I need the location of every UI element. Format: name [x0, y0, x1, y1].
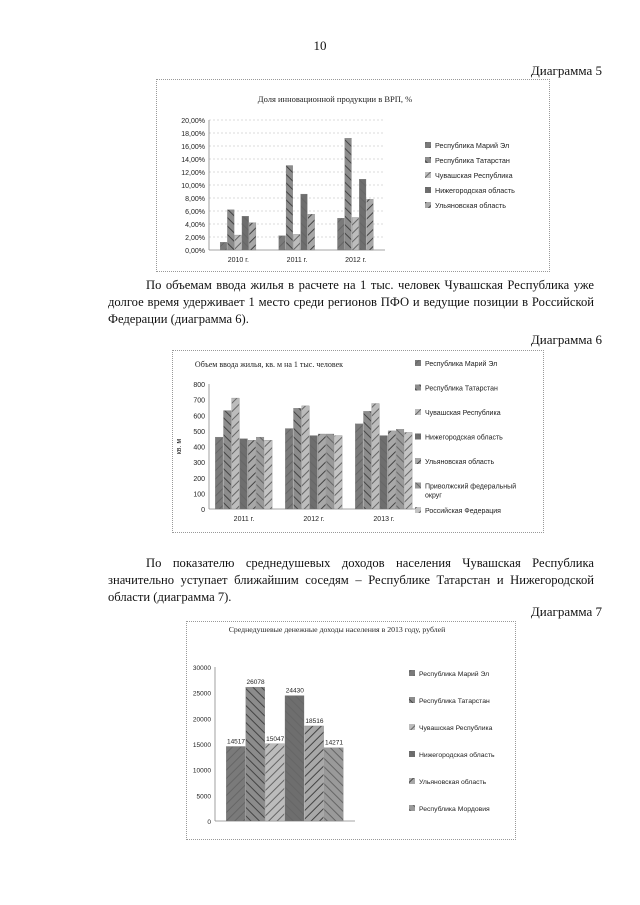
x-tick-label: 2012 г. — [345, 257, 367, 264]
legend-swatch — [425, 202, 431, 208]
y-tick-label: 15000 — [192, 742, 211, 749]
legend-swatch — [409, 724, 415, 730]
y-tick-label: 18,00% — [181, 131, 205, 138]
bar — [302, 406, 310, 509]
bar — [396, 429, 404, 509]
y-tick-label: 14,00% — [181, 157, 205, 164]
bar — [405, 432, 413, 509]
legend-swatch — [409, 751, 415, 757]
bar — [318, 434, 326, 509]
legend-label: Нижегородская область — [419, 752, 495, 759]
x-tick-label: 2012 г. — [303, 516, 325, 523]
data-label: 14271 — [324, 739, 344, 747]
legend-label: Республика Мордовия — [419, 806, 490, 813]
x-tick-label: 2011 г. — [233, 516, 255, 523]
y-tick-label: 16,00% — [181, 144, 205, 151]
paragraph-1 — [108, 277, 594, 328]
chart-2-frame — [172, 350, 544, 533]
bar — [256, 437, 264, 509]
x-tick-label: 2013 г. — [373, 516, 395, 523]
y-tick-label: 12,00% — [181, 170, 205, 177]
chart-2-housing — [173, 351, 543, 532]
legend-label: Ульяновская область — [435, 201, 507, 210]
bar — [232, 398, 240, 509]
bar — [308, 214, 315, 250]
bar — [226, 746, 245, 821]
chart-3-frame — [186, 621, 516, 840]
y-tick-label: 6,00% — [185, 209, 205, 216]
bar — [364, 411, 372, 509]
bar — [310, 436, 318, 509]
bar — [285, 696, 304, 821]
legend-label: Чувашская Республика — [435, 171, 513, 180]
legend-label: Республика Марий Эл — [435, 141, 510, 150]
legend-swatch — [409, 697, 415, 703]
bar — [240, 439, 248, 509]
bar — [285, 429, 293, 509]
paragraph-1-text: По объемам ввода жилья в расчете на 1 тыс. человек Чувашская Республика уже долгое время удерживает 1 место среди регионов ПФО и ведущие позиции в Российской Федерации (диаграмма 6). — [108, 278, 594, 326]
bar — [359, 179, 366, 250]
bar — [345, 138, 352, 250]
y-tick-label: 100 — [193, 491, 205, 499]
y-tick-label: 30000 — [192, 665, 211, 672]
legend-swatch — [425, 172, 431, 178]
data-label: 18516 — [305, 717, 324, 725]
legend-label: Республика Марий Эл — [425, 361, 498, 368]
bar — [335, 436, 343, 509]
paragraph-2-text: По показателю среднедушевых доходов населения Чувашская Республика значительно уступает ближайшим соседям – Республике Татарстан и Нижегородской области (диаграмма 7). — [108, 556, 594, 604]
y-axis-label: кв. м — [176, 438, 183, 455]
y-tick-label: 500 — [193, 428, 205, 436]
legend-label: Нижегородская область — [425, 434, 503, 442]
y-tick-label: 10000 — [192, 767, 211, 775]
legend-swatch — [425, 157, 431, 163]
chart-1-frame — [156, 79, 550, 272]
legend-label: Чувашская Республика — [419, 725, 493, 732]
chart-1-innovation-share — [157, 80, 549, 271]
x-tick-label: 2011 г. — [286, 257, 308, 264]
chart-title: Доля инновационной продукции в ВРП, % — [257, 94, 413, 104]
bar — [380, 436, 388, 509]
bar — [279, 236, 286, 250]
y-tick-label: 0 — [207, 819, 211, 826]
legend-swatch — [415, 360, 421, 366]
y-tick-label: 200 — [193, 475, 205, 483]
paragraph-2 — [108, 555, 594, 606]
y-tick-label: 4,00% — [185, 222, 205, 229]
bar — [388, 431, 396, 509]
y-tick-label: 300 — [193, 460, 205, 468]
legend-label: Российская Федерация — [425, 508, 501, 515]
legend-label: Ульяновская область — [419, 779, 487, 786]
bar — [246, 687, 265, 821]
legend-swatch — [415, 434, 421, 440]
y-tick-label: 20,00% — [181, 118, 205, 125]
legend-swatch — [409, 805, 415, 811]
data-label: 14517 — [226, 738, 246, 746]
bar — [224, 411, 232, 509]
data-label: 24430 — [285, 687, 304, 695]
bar — [301, 194, 308, 250]
x-tick-label: 2010 г. — [227, 257, 249, 264]
legend-swatch — [415, 385, 421, 391]
legend-label: Чувашская Республика — [425, 410, 501, 417]
legend-swatch — [415, 507, 421, 513]
bar — [367, 199, 374, 250]
legend-swatch — [415, 458, 421, 464]
y-tick-label: 700 — [193, 397, 205, 405]
y-tick-label: 600 — [193, 413, 205, 421]
diagram-5-label: Диаграмма 5 — [530, 63, 602, 78]
bar — [220, 242, 227, 250]
legend-label: Ульяновская область — [425, 459, 495, 466]
bar — [324, 748, 343, 821]
bar — [294, 408, 302, 509]
bar — [249, 223, 256, 250]
legend-label: Приволжский федеральный — [425, 483, 517, 491]
chart-title: Объем ввода жилья, кв. м на 1 тыс. человек — [194, 360, 344, 369]
bar — [242, 216, 249, 250]
bar — [265, 744, 284, 821]
bar — [355, 424, 363, 509]
legend-swatch — [415, 483, 421, 489]
legend-label: Республика Татарстан — [419, 698, 490, 705]
bar — [215, 437, 223, 509]
legend-swatch — [409, 778, 415, 784]
y-tick-label: 8,00% — [185, 196, 205, 203]
y-tick-label: 25000 — [192, 690, 211, 698]
bar — [286, 166, 293, 251]
chart-title: Среднедушевые денежные доходы населения в 2013 году, рублей — [228, 625, 446, 634]
bar — [305, 726, 324, 821]
bar — [265, 440, 273, 509]
legend-label: Нижегородская область — [435, 186, 515, 195]
legend-swatch — [425, 142, 431, 148]
bar — [235, 235, 242, 250]
y-tick-label: 800 — [193, 382, 205, 389]
bar — [372, 404, 380, 509]
y-tick-label: 400 — [193, 444, 205, 452]
legend-label: округ — [425, 492, 442, 500]
bar — [293, 234, 300, 250]
legend-label: Республика Татарстан — [435, 156, 510, 165]
legend-label: Республика Татарстан — [425, 385, 498, 393]
legend-label: Республика Марий Эл — [419, 671, 490, 678]
diagram-6-label: Диаграмма 6 — [530, 332, 602, 347]
y-tick-label: 5000 — [196, 793, 211, 801]
legend-swatch — [415, 409, 421, 415]
page-number: 10 — [313, 38, 327, 53]
data-label: 26078 — [246, 679, 265, 687]
bar — [352, 218, 359, 251]
legend-swatch — [409, 670, 415, 676]
bar — [248, 440, 256, 509]
y-tick-label: 20000 — [192, 716, 211, 724]
legend-swatch — [425, 187, 431, 193]
data-label: 15047 — [266, 735, 285, 743]
bar — [227, 210, 234, 250]
bar — [337, 218, 344, 250]
y-tick-label: 10,00% — [181, 183, 205, 190]
bar — [326, 434, 334, 509]
diagram-7-label: Диаграмма 7 — [530, 604, 602, 619]
chart-3-income — [187, 622, 515, 839]
y-tick-label: 0 — [201, 507, 205, 514]
y-tick-label: 0,00% — [185, 248, 205, 255]
y-tick-label: 2,00% — [185, 235, 205, 242]
